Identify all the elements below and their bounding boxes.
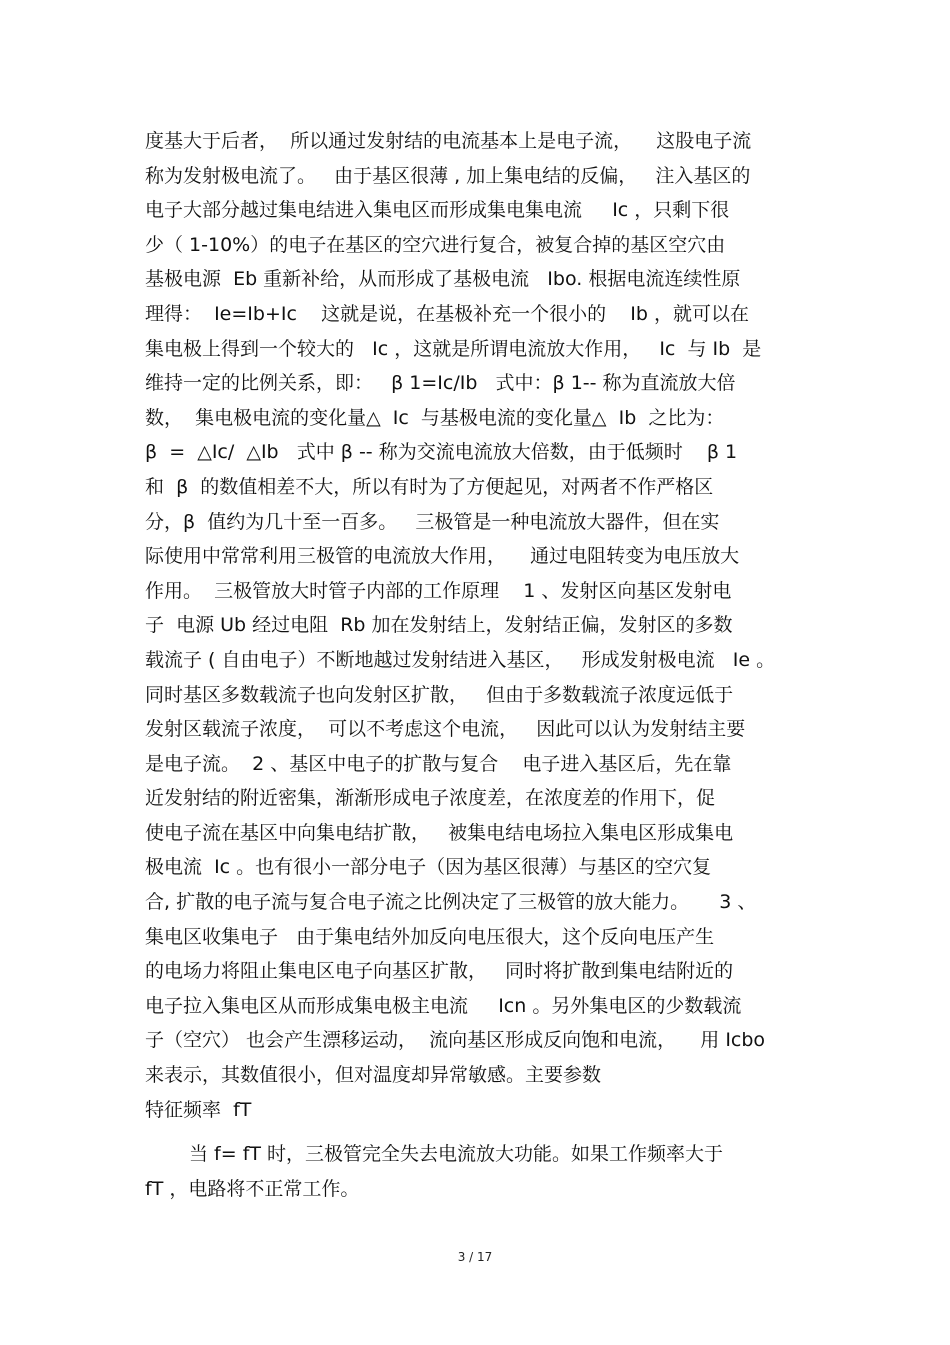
text-line-26: 电子拉入集电区从而形成集电极主电流 Icn 。另外集电区的少数载流 <box>145 994 742 1017</box>
text-line-14: 作用。 三极管放大时管子内部的工作原理 1 、发射区向基区发射电 <box>145 579 732 602</box>
text-line-para2-2: fT ，电路将不正常工作。 <box>145 1177 360 1200</box>
text-line-19: 是电子流。 2 、基区中电子的扩散与复合 电子进入基区后，先在靠 <box>145 752 732 775</box>
text-line-3: 电子大部分越过集电结进入集电区而形成集电集电流 Ic ，只剩下很 <box>145 199 730 222</box>
text-line-17: 同时基区多数载流子也向发射区扩散， 但由于多数载流子浓度远低于 <box>145 683 734 706</box>
text-line-9: 数， 集电极电流的变化量△ Ic 与基极电流的变化量△ Ib 之比为： <box>145 406 725 429</box>
text-line-21: 使电子流在基区中向集电结扩散， 被集电结电场拉入集电区形成集电 <box>145 821 734 844</box>
text-line-2: 称为发射极电流了。 由于基区很薄 , 加上集电结的反偏， 注入基区的 <box>145 164 751 187</box>
text-line-27: 子（空穴） 也会产生漂移运动， 流向基区形成反向饱和电流， 用 Icbo <box>145 1029 766 1052</box>
text-line-22: 极电流 Ic 。也有很小一部分电子（因为基区很薄）与基区的空穴复 <box>145 856 712 879</box>
text-line-11: 和 β 的数值相差不大，所以有时为了方便起见，对两者不作严格区 <box>145 475 714 498</box>
text-line-5: 基极电源 Eb 重新补给，从而形成了基极电流 Ibo. 根据电流连续性原 <box>145 268 741 291</box>
text-line-23: 合, 扩散的电子流与复合电子流之比例决定了三极管的放大能力。 3 、 <box>145 891 757 914</box>
text-line-10: β = △Ic/ △Ib 式中 β -- 称为交流电流放大倍数，由于低频时 β 1 <box>145 441 738 464</box>
text-line-1: 度基大于后者， 所以通过发射结的电流基本上是电子流， 这股电子流 <box>145 130 752 152</box>
text-line-13: 际使用中常常利用三极管的电流放大作用， 通过电阻转变为电压放大 <box>145 545 740 568</box>
text-line-7: 集电极上得到一个较大的 Ic ，这就是所谓电流放大作用， Ic 与 Ib 是 <box>145 337 762 360</box>
text-line-15: 子 电源 Ub 经过电阻 Rb 加在发射结上，发射结正偏，发射区的多数 <box>145 614 733 637</box>
text-line-20: 近发射结的附近密集，渐渐形成电子浓度差，在浓度差的作用下，促 <box>145 787 716 810</box>
text-line-24: 集电区收集电子 由于集电结外加反向电压很大，这个反向电压产生 <box>145 925 715 948</box>
text-line-8: 维持一定的比例关系，即： β 1=Ic/Ib 式中：β 1-- 称为直流放大倍 <box>145 372 736 395</box>
text-line-6: 理得： Ie=Ib+Ic 这就是说，在基极补充一个很小的 Ib ，就可以在 <box>145 302 749 325</box>
text-line-28: 来表示，其数值很小，但对温度却异常敏感。主要参数 <box>145 1064 602 1087</box>
text-line-para2-1: 当 f= fT 时，三极管完全失去电流放大功能。如果工作频率大于 <box>189 1143 724 1166</box>
text-line-18: 发射区载流子浓度， 可以不考虑这个电流， 因此可以认为发射结主要 <box>145 718 746 741</box>
text-line-12: 分，β 值约为几十至一百多。 三极管是一种电流放大器件，但在实 <box>145 510 720 533</box>
document-body <box>145 124 825 1206</box>
page-number: 3 / 17 <box>457 1250 493 1264</box>
text-line-25: 的电场力将阻止集电区电子向基区扩散， 同时将扩散到集电结附近的 <box>145 960 734 983</box>
text-line-16: 载流子 ( 自由电子）不断地越过发射结进入基区， 形成发射极电流 Ie 。 <box>145 648 776 671</box>
text-line-4: 少（ 1-10%）的电子在基区的空穴进行复合，被复合掉的基区空穴由 <box>145 233 726 256</box>
section-heading: 特征频率 fT <box>145 1098 252 1121</box>
